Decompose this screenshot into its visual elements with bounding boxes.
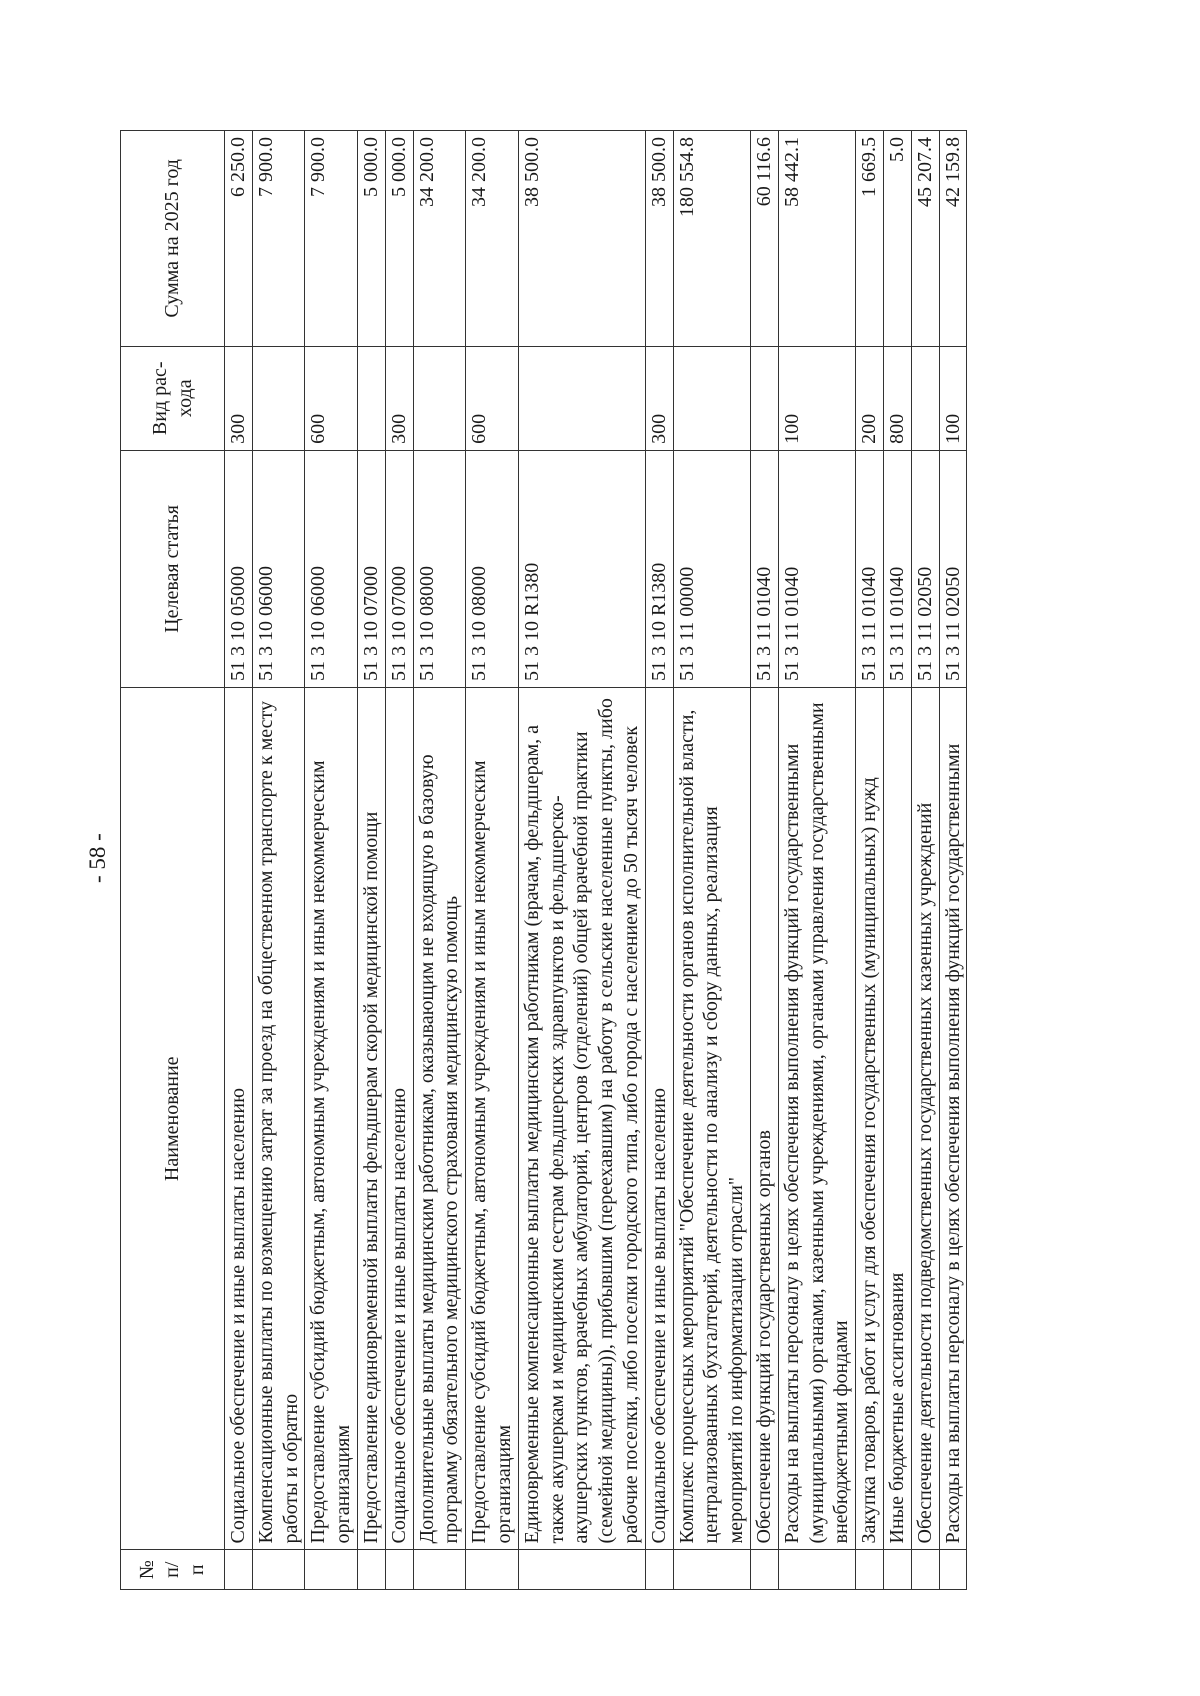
row-code: 51 3 10 06000 [252,450,305,687]
row-code: 51 3 10 R1380 [518,450,645,687]
row-sum: 34 200.0 [413,131,466,347]
row-num [252,1550,305,1590]
row-expense-type [252,346,305,450]
page-number: - 58 - [85,833,110,883]
table-row [518,131,645,1590]
row-sum: 42 159.8 [939,131,967,347]
row-sum: 5 000.0 [385,131,413,347]
row-sum: 58 442.1 [778,131,855,347]
row-num [778,1550,855,1590]
row-name: Закупка товаров, работ и услуг для обеспечения государственных (муниципальных) нужд [856,688,884,1550]
row-code: 51 3 10 07000 [357,450,385,687]
row-expense-type: 300 [225,346,253,450]
row-code: 51 3 11 02050 [939,450,967,687]
budget-table [120,130,967,1590]
rotated-table-container [120,130,1058,1590]
table-row [385,131,413,1590]
row-name: Социальное обеспечение и иные выплаты населению [225,688,253,1550]
row-expense-type: 100 [778,346,855,450]
table-row [225,131,253,1590]
row-num [385,1550,413,1590]
header-sum: Сумма на 2025 год [121,131,225,347]
row-name: Предоставление единовременной выплаты фельдшерам скорой медицинской помощи [357,688,385,1550]
table-row [252,131,305,1590]
table-row [939,131,967,1590]
row-sum: 7 900.0 [305,131,358,347]
table-row [778,131,855,1590]
row-expense-type: 600 [466,346,519,450]
table-row [883,131,911,1590]
row-code: 51 3 10 06000 [305,450,358,687]
row-expense-type: 300 [645,346,673,450]
row-sum: 60 116.6 [750,131,778,347]
table-row [673,131,750,1590]
row-code: 51 3 11 01040 [883,450,911,687]
row-num [750,1550,778,1590]
row-num [939,1550,967,1590]
row-expense-type [357,346,385,450]
row-expense-type: 600 [305,346,358,450]
row-num [225,1550,253,1590]
row-code: 51 3 10 05000 [225,450,253,687]
row-sum: 5.0 [883,131,911,347]
row-num [518,1550,645,1590]
row-name: Социальное обеспечение и иные выплаты населению [645,688,673,1550]
row-num [466,1550,519,1590]
row-code: 51 3 10 R1380 [645,450,673,687]
row-num [413,1550,466,1590]
row-code: 51 3 10 07000 [385,450,413,687]
row-code: 51 3 11 01040 [750,450,778,687]
table-row [645,131,673,1590]
row-name: Обеспечение функций государственных органов [750,688,778,1550]
row-num [856,1550,884,1590]
row-code: 51 3 10 08000 [466,450,519,687]
row-code: 51 3 11 00000 [673,450,750,687]
header-num: № п/п [121,1550,225,1590]
row-code: 51 3 11 01040 [856,450,884,687]
row-expense-type [911,346,939,450]
table-row [413,131,466,1590]
row-code: 51 3 11 02050 [911,450,939,687]
row-sum: 1 669.5 [856,131,884,347]
row-num [883,1550,911,1590]
row-name: Единовременные компенсационные выплаты медицинским работникам (врачам, фельдшерам, а также акушеркам и медицинским сестрам фельдшерских здравпунктов и фельдшерско-акушерских пунктов, врачебных амбулаторий, центров (отделений) общей врачебной практики (семейной медицины)), прибывшим (переехавшим) на работу в сельские населенные пункты, либо рабочие поселки, либо поселки городского типа, либо города с населением до 50 тысяч человек [518,688,645,1550]
table-row [357,131,385,1590]
header-expense-type: Вид рас-хода [121,346,225,450]
row-code: 51 3 11 01040 [778,450,855,687]
row-sum: 7 900.0 [252,131,305,347]
row-num [673,1550,750,1590]
row-num [911,1550,939,1590]
row-expense-type: 800 [883,346,911,450]
row-name: Предоставление субсидий бюджетным, автономным учреждениям и иным некоммерческим организациям [466,688,519,1550]
row-sum: 38 500.0 [518,131,645,347]
row-expense-type [750,346,778,450]
row-sum: 6 250.0 [225,131,253,347]
header-name: Наименование [121,688,225,1550]
row-num [305,1550,358,1590]
row-expense-type: 300 [385,346,413,450]
row-sum: 34 200.0 [466,131,519,347]
row-name: Расходы на выплаты персоналу в целях обеспечения выполнения функций государственными [939,688,967,1550]
row-name: Компенсационные выплаты по возмещению затрат за проезд на общественном транспорте к месту работы и обратно [252,688,305,1550]
row-code: 51 3 10 08000 [413,450,466,687]
row-sum: 5 000.0 [357,131,385,347]
row-sum: 38 500.0 [645,131,673,347]
row-num [357,1550,385,1590]
row-name: Иные бюджетные ассигнования [883,688,911,1550]
row-name: Дополнительные выплаты медицинским работникам, оказывающим не входящую в базовую программу обязательного медицинского страхования медицинскую помощь [413,688,466,1550]
table-row [911,131,939,1590]
row-expense-type: 100 [939,346,967,450]
row-name: Комплекс процессных мероприятий "Обеспечение деятельности органов исполнительной власти, централизованных бухгалтерий, деятельности по анализу и сбору данных, реализация мероприятий по информатизации отрасли" [673,688,750,1550]
table-row [750,131,778,1590]
table-body [225,131,967,1590]
row-expense-type [518,346,645,450]
row-expense-type [673,346,750,450]
row-expense-type: 200 [856,346,884,450]
row-num [645,1550,673,1590]
row-name: Расходы на выплаты персоналу в целях обеспечения выполнения функций государственными (муниципальными) органами, казенными учреждениями, органами управления государственными внебюджетными фондами [778,688,855,1550]
header-code: Целевая статья [121,450,225,687]
table-row [305,131,358,1590]
row-sum: 180 554.8 [673,131,750,347]
table-row [856,131,884,1590]
row-expense-type [413,346,466,450]
table-header-row [121,131,225,1590]
row-name: Предоставление субсидий бюджетным, автономным учреждениям и иным некоммерческим организациям [305,688,358,1550]
table-row [466,131,519,1590]
row-name: Обеспечение деятельности подведомственных государственных казенных учреждений [911,688,939,1550]
row-name: Социальное обеспечение и иные выплаты населению [385,688,413,1550]
row-sum: 45 207.4 [911,131,939,347]
